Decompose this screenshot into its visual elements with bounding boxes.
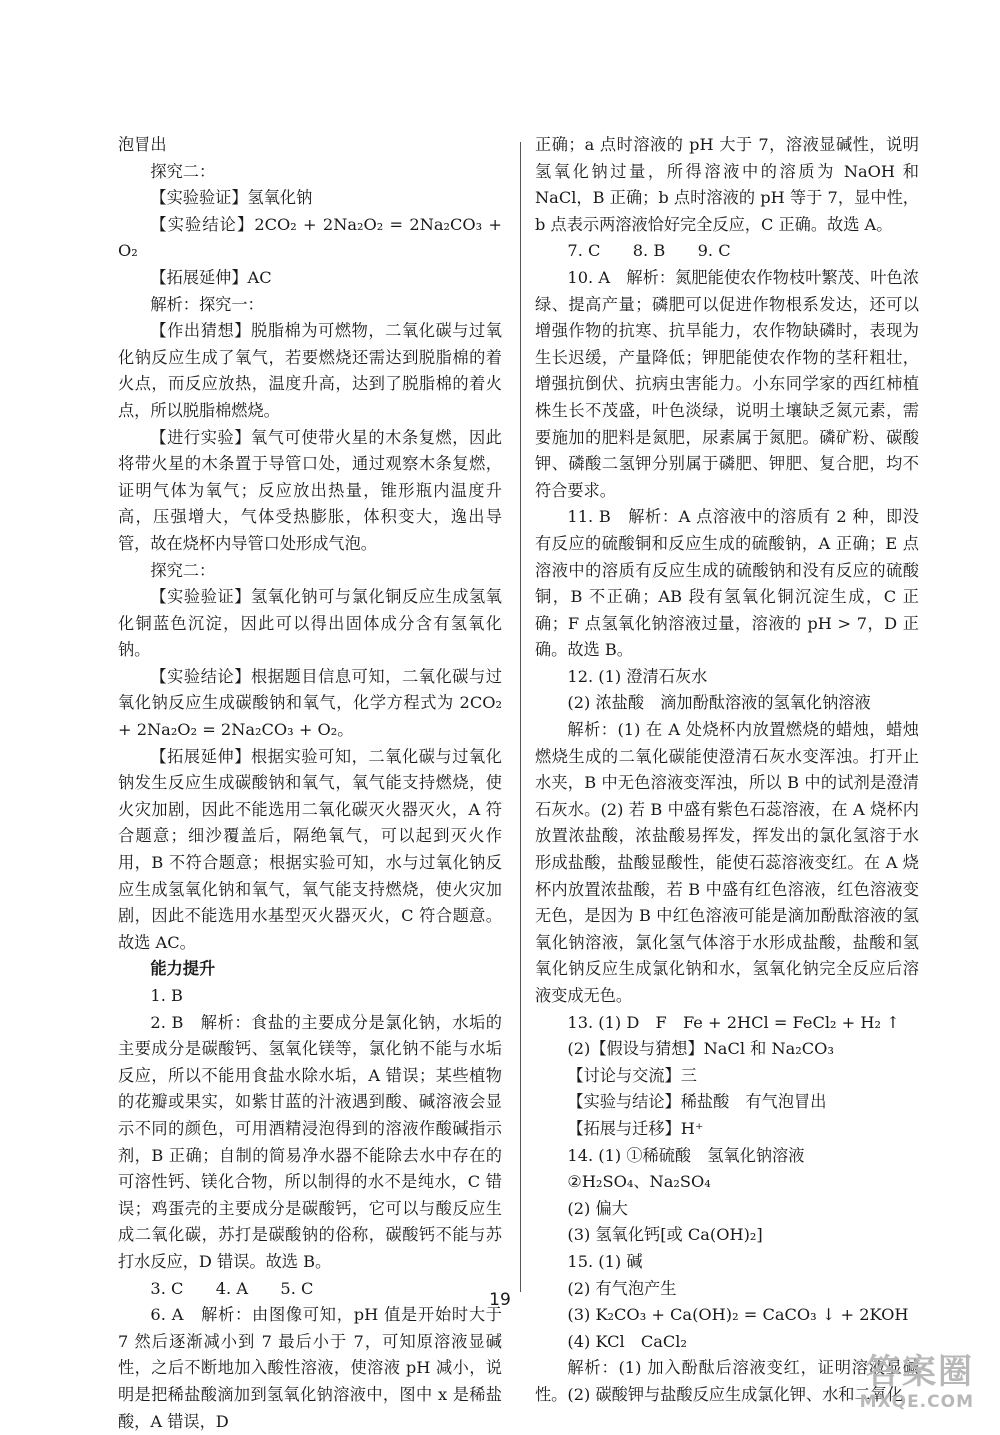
watermark-main: 答案圈	[866, 1352, 974, 1392]
paragraph: 【讨论与交流】三	[567, 1065, 697, 1085]
paragraph: 【实验与结论】稀盐酸 有气泡冒出	[567, 1092, 827, 1112]
paragraph: 【实验验证】氢氧化钠可与氯化铜反应生成氢氧化铜蓝色沉淀，因此可以得出固体成分含有氢氧化钠。	[118, 587, 502, 660]
watermark-logo	[824, 1353, 974, 1419]
paragraph: 【作出猜想】脱脂棉为可燃物，二氧化碳与过氧化钠反应生成了氧气，若要燃烧还需达到脱脂棉的着火点，而反应放热，温度升高，达到了脱脂棉的着火点，所以脱脂棉燃烧。	[118, 321, 502, 420]
right-text-column	[535, 132, 919, 1409]
paragraph: 【实验验证】氢氧化钠	[150, 188, 313, 208]
watermark-url: MXQE.COM	[859, 1392, 974, 1412]
paragraph: 15. (1) 碱	[567, 1251, 643, 1271]
paragraph: 12. (1) 澄清石灰水	[567, 666, 708, 686]
paragraph: 14. (1) ①稀硫酸 氢氧化钠溶液	[567, 1145, 805, 1165]
paragraph: 探究二：	[150, 161, 216, 181]
paragraph: 【拓展与迁移】H⁺	[567, 1118, 704, 1138]
paragraph: 【拓展延伸】根据实验可知，二氧化碳与过氧化钠发生反应生成碳酸钠和氧气，氧气能支持燃烧，使火灾加剧，因此不能选用二氧化碳灭火器灭火，A 符合题意；细沙覆盖后，隔绝氧气，可以起到灭火作用，B 不符合题意；根据实验可知，水与过氧化钠反应生成氢氧化钠和氧气，氧气能支持燃烧，使火灾加剧，因此不能选用水基型灭火器灭火，C 符合题意。故选 AC。	[118, 746, 502, 952]
paragraph: 【进行实验】氧气可使带火星的木条复燃，因此将带火星的木条置于导管口处，通过观察木条复燃，证明气体为氧气；反应放出热量，锥形瓶内温度升高，压强增大，气体受热膨胀，体积变大，逸出导管，故在烧杯内导管口处形成气泡。	[118, 427, 502, 553]
paragraph: 泡冒出	[118, 135, 167, 154]
paragraph: 13. (1) D F Fe + 2HCl = FeCl₂ + H₂ ↑	[567, 1012, 900, 1032]
paragraph: 解析：探究一：	[150, 294, 264, 314]
paragraph: 3. C 4. A 5. C	[150, 1278, 314, 1298]
paragraph: (3) K₂CO₃ + Ca(OH)₂ = CaCO₃ ↓ + 2KOH	[567, 1305, 909, 1325]
paragraph: 11. B 解析：A 点溶液中的溶质有 2 种，即没有反应的硫酸铜和反应生成的硫酸钠，A 正确；E 点溶液中的溶质有反应生成的硫酸钠和没有反应的硫酸铜，B 不正确；AB 段有氢氧化铜沉淀生成，C 正确；F 点氢氧化钠溶液过量，溶液的 pH > 7，D 正确。故选 B。	[535, 507, 919, 660]
paragraph: 1. B	[150, 986, 183, 1005]
paragraph: 【实验结论】根据题目信息可知，二氧化碳与过氧化钠反应生成碳酸钠和氧气，化学方程式为 2CO₂ + 2Na₂O₂ = 2Na₂CO₃ + O₂。	[118, 666, 502, 740]
paragraph: 2. B 解析：食盐的主要成分是氯化钠，水垢的主要成分是碳酸钙、氢氧化镁等，氯化钠不能与水垢反应，所以不能用食盐水除水垢，A 错误；某些植物的花瓣或果实，如紫甘蓝的汁液遇到酸、碱溶液会显示不同的颜色，可用酒精浸泡得到的溶液作酸碱指示剂，B 正确；自制的简易净水器不能除去水中存在的可溶性钙、镁化合物，所以制得的水不是纯水，C 错误；鸡蛋壳的主要成分是碳酸钙，它可以与酸反应生成二氧化碳，苏打是碳酸钠的俗称，碳酸钙不能与苏打水反应，D 错误。故选 B。	[118, 1012, 502, 1271]
paragraph: (2) 浓盐酸 滴加酚酞溶液的氢氧化钠溶液	[567, 693, 871, 713]
paragraph: 正确；a 点时溶液的 pH 大于 7，溶液显碱性，说明氢氧化钠过量，所得溶液中的溶质为 NaOH 和 NaCl，B 正确；b 点时溶液的 pH 等于 7，显中性，b 点表示两溶液恰好完全反应，C 正确。故选 A。	[535, 135, 919, 234]
paragraph: 7. C 8. B 9. C	[567, 241, 731, 261]
column-divider	[520, 142, 521, 1292]
paragraph: 解析：(1) 在 A 处烧杯内放置燃烧的蜡烛，蜡烛燃烧生成的二氧化碳能使澄清石灰水变浑浊。打开止水夹，B 中无色溶液变浑浊，所以 B 中的试剂是澄清石灰水。(2) 若 B 中盛有紫色石蕊溶液，在 A 烧杯内放置浓盐酸，浓盐酸易挥发，挥发出的氯化氢溶于水形成盐酸，盐酸显酸性，能使石蕊溶液变红。在 A 烧杯内放置浓盐酸，若 B 中盛有红色溶液，红色溶液变无色，是因为 B 中红色溶液可能是滴加酚酞溶液的氢氧化钠溶液，氯化氢气体溶于水形成盐酸，盐酸和氢氧化钠反应生成氯化钠和水，氢氧化钠完全反应后溶液变成无色。	[535, 720, 919, 1005]
paragraph: ②H₂SO₄、Na₂SO₄	[567, 1172, 711, 1192]
paragraph: 【实验结论】2CO₂ + 2Na₂O₂ = 2Na₂CO₃ + O₂	[118, 214, 502, 261]
page-number: 19	[489, 1290, 511, 1310]
paragraph: (4) KCl CaCl₂	[567, 1331, 687, 1351]
paragraph: 能力提升	[150, 959, 216, 979]
paragraph: (2) 有气泡产生	[567, 1278, 677, 1298]
paragraph: 解析：(1) 加入酚酞后溶液变红，证明溶液显碱性。(2) 碳酸钾与盐酸反应生成氯化钾、水和二氧化	[535, 1358, 919, 1404]
paragraph: (2) 偏大	[567, 1198, 628, 1218]
paragraph: 探究二：	[150, 560, 216, 580]
paragraph: 10. A 解析：氮肥能使农作物枝叶繁茂、叶色浓绿、提高产量；磷肥可以促进作物根系发达，还可以增强作物的抗寒、抗旱能力，农作物缺磷时，表现为生长迟缓，产量降低；钾肥能使农作物的茎秆粗壮，增强抗倒伏、抗病虫害能力。小东同学家的西红柿植株生长不茂盛，叶色淡绿，说明土壤缺乏氮元素，需要施加的肥料是氮肥，尿素属于氮肥。磷矿粉、碳酸钾、磷酸二氢钾分别属于磷肥、钾肥、复合肥，均不符合要求。	[535, 267, 919, 500]
paragraph: (2)【假设与猜想】NaCl 和 Na₂CO₃	[567, 1039, 834, 1059]
paragraph: (3) 氢氧化钙[或 Ca(OH)₂]	[567, 1225, 763, 1245]
paragraph: 6. A 解析：由图像可知，pH 值是开始时大于 7 然后逐渐减小到 7 最后小于 7，可知原溶液显碱性，之后不断地加入酸性溶液，使溶液 pH 减小，说明是把稀盐酸滴加到氢氧化钠溶液中，图中 x 是稀盐酸，A 错误，D	[118, 1305, 502, 1431]
paragraph: 【拓展延伸】AC	[150, 267, 272, 287]
left-text-column	[118, 132, 502, 1435]
